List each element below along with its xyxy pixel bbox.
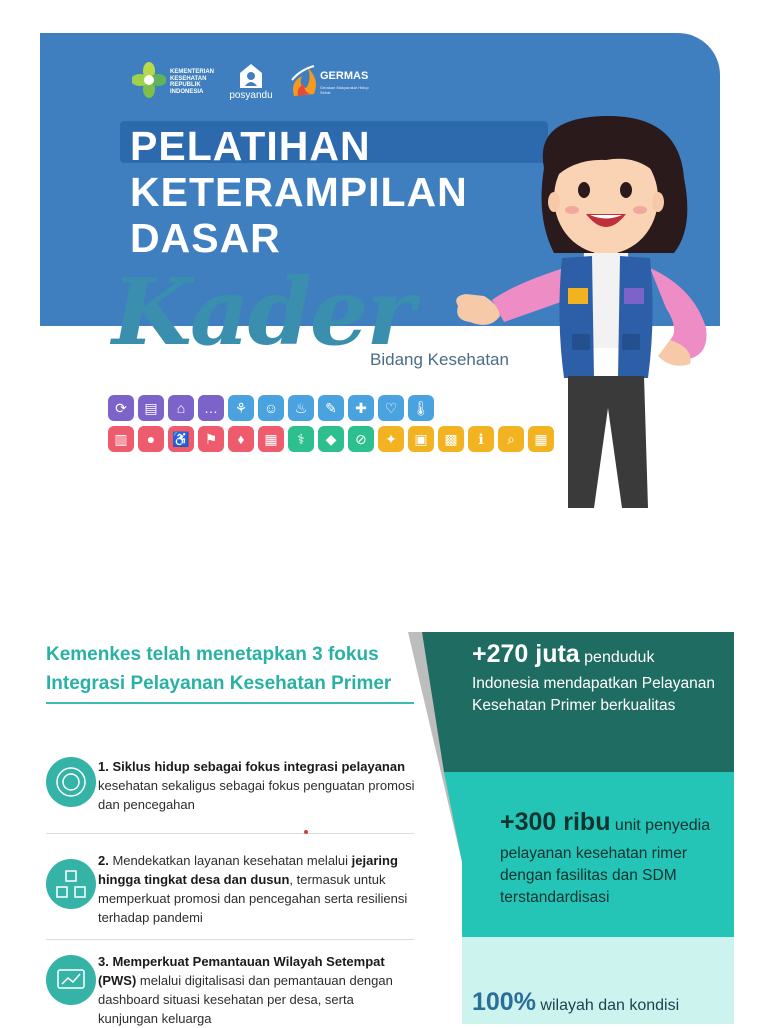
- focus-item-2: [98, 851, 416, 927]
- stat-2-unit: unit penyedia: [610, 817, 711, 834]
- focus-item-2-body-2: , termasuk untuk memperkuat promosi dan pencegahan serta resiliensi terhadap pandemi: [98, 872, 408, 925]
- hand-icon: ♡: [378, 395, 404, 421]
- stat-3-number: 100%: [472, 988, 536, 1016]
- germas-flame-icon: [288, 62, 320, 100]
- health-icons-row-1: [108, 395, 434, 423]
- clipboard-icon: ⚘: [228, 395, 254, 421]
- posyandu-text: posyandu: [229, 90, 273, 101]
- stat-2-number: +300 ribu: [500, 808, 611, 836]
- kemenkes-text-4: INDONESIA: [170, 88, 204, 95]
- heading-divider: [46, 702, 414, 704]
- kader-script-title: Kader: [112, 258, 413, 366]
- syringe-icon: ✎: [318, 395, 344, 421]
- house-icon: ⌂: [168, 395, 194, 421]
- lifecycle-icon: [46, 757, 96, 807]
- red-dot-marker: [304, 830, 308, 834]
- no-smoking-icon: ⊘: [348, 426, 374, 452]
- title-line-3: DASAR: [130, 215, 281, 261]
- family-icon: ▣: [408, 426, 434, 452]
- germas-text: GERMAS: [320, 70, 369, 82]
- phone-icon: ▤: [138, 395, 164, 421]
- germas-logo: [288, 60, 378, 100]
- stat-3-unit: wilayah dan kondisi: [535, 997, 680, 1014]
- stat-1-body: Indonesia mendapatkan Pelayanan Kesehatan Primer berkualitas: [472, 675, 716, 714]
- kemenkes-text-2: KESEHATAN: [170, 75, 207, 82]
- focus-item-1: [98, 757, 416, 814]
- bidang-kesehatan-label: Bidang Kesehatan: [370, 350, 509, 369]
- title-line-2: KETERAMPILAN: [130, 169, 468, 215]
- focus-item-2-number: 2.: [98, 853, 109, 868]
- hands-wash-icon: ▩: [438, 426, 464, 452]
- focus-item-2-bold: jejaring hingga tingkat desa dan dusun: [98, 853, 398, 887]
- item-separator-1: [46, 833, 414, 834]
- toilet-icon: ▥: [108, 426, 134, 452]
- stat-100-persen: [472, 988, 732, 1017]
- grid-icon: ▦: [528, 426, 554, 452]
- focus-item-2-body-1: Mendekatkan layanan kesehatan melalui: [108, 853, 352, 868]
- title-line-1: PELATIHAN: [130, 123, 371, 169]
- stat-300-ribu: [500, 808, 734, 909]
- water-drop-icon: ◆: [318, 426, 344, 452]
- stat-1-unit: penduduk: [579, 649, 655, 666]
- kemenkes-leaf-icon: [132, 62, 166, 98]
- kemenkes-text-1: KEMENTERIAN: [170, 69, 215, 75]
- posyandu-house-icon: [238, 62, 264, 90]
- medicine-icon: ✚: [348, 395, 374, 421]
- info-icon: ℹ: [468, 426, 494, 452]
- mosquito-icon: ✦: [378, 426, 404, 452]
- stat-270-juta: [472, 640, 732, 717]
- stat-1-number: +270 juta: [472, 640, 580, 668]
- cutlery-icon: ⚕: [288, 426, 314, 452]
- focus-item-1-title: 1. Siklus hidup sebagai fokus integrasi pelayanan: [98, 759, 406, 774]
- focus-item-3: [98, 952, 416, 1028]
- magnifier-icon: ⌕: [498, 426, 524, 452]
- focus-item-1-body: kesehatan sekaligus sebagai fokus penguatan promosi dan pencegahan: [98, 778, 415, 812]
- stat-2-body: pelayanan kesehatan rimer dengan fasilitas dan SDM terstandardisasi: [500, 845, 687, 906]
- item-separator-2: [46, 939, 414, 940]
- network-icon: [46, 859, 96, 909]
- kemenkes-text-3: REPUBLIK: [170, 82, 201, 88]
- food-icon: ♨: [288, 395, 314, 421]
- building-icon: ▦: [258, 426, 284, 452]
- bowl-icon: ●: [138, 426, 164, 452]
- thermometer-icon: 🌡: [408, 395, 434, 421]
- info-heading: [46, 640, 426, 698]
- flag-icon: ⚑: [198, 426, 224, 452]
- kader-character-illustration: [444, 108, 724, 510]
- blood-icon: ♦: [228, 426, 254, 452]
- mother-child-icon: ☺: [258, 395, 284, 421]
- cycle-icon: ⟳: [108, 395, 134, 421]
- chat-icon: …: [198, 395, 224, 421]
- posyandu-logo: [226, 62, 276, 106]
- focus-item-3-body: melalui digitalisasi dan pemantauan dengan dashboard situasi kesehatan per desa, serta kunjungan keluarga: [98, 973, 393, 1026]
- dashboard-icon: [46, 955, 96, 1005]
- info-heading-line-1: Kemenkes telah menetapkan 3 fokus: [46, 644, 379, 665]
- focus-item-3-title: 3. Memperkuat Pemantauan Wilayah Setempat (PWS): [98, 954, 385, 988]
- info-heading-line-2: Integrasi Pelayanan Kesehatan Primer: [46, 673, 392, 694]
- kemenkes-logo: [132, 62, 222, 102]
- germas-subtext: Gerakan Masyarakat Hidup Sehat: [320, 85, 369, 95]
- wheelchair-icon: ♿: [168, 426, 194, 452]
